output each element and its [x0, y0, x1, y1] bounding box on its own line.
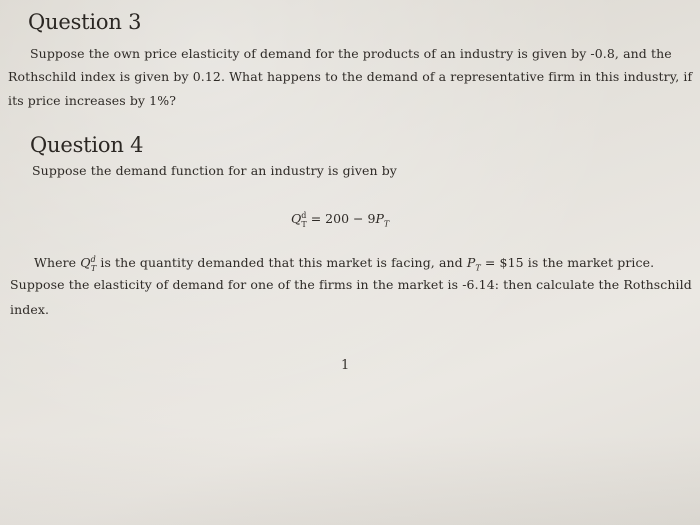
equation-q-subscript: T	[301, 219, 307, 229]
question-4-line-3: index.	[10, 302, 50, 317]
line-1-p-sub: T	[475, 263, 481, 273]
equation-q-superscript: d	[301, 211, 307, 220]
demand-function-equation	[291, 211, 389, 229]
line-1-suffix: = $15 is the market price.	[484, 255, 655, 271]
line-1-q-symbol	[80, 255, 97, 273]
line-1-q-sup: d	[90, 255, 96, 264]
equation-coefficient: 9	[367, 211, 376, 227]
question-4-line-1	[34, 252, 654, 277]
page-number: 1	[341, 358, 350, 373]
question-4-heading: Question 4	[30, 133, 144, 157]
line-1-p-symbol	[466, 255, 481, 273]
equation-q-symbol: Q	[291, 211, 302, 227]
line-1-mid: is the quantity demanded that this market is facing, and	[100, 255, 463, 271]
question-3-heading: Question 3	[28, 10, 142, 34]
line-1-q-sub: T	[90, 263, 97, 273]
question-4-line-2: Suppose the elasticity of demand for one of the firms in the market is -6.14: then calculate the Rothschild	[10, 277, 692, 292]
equation-p-symbol: P	[375, 211, 384, 227]
question-3-line-1: Suppose the own price elasticity of demand for the products of an industry is given by -0.8, and the	[30, 46, 672, 61]
question-4-intro: Suppose the demand function for an industry is given by	[32, 163, 397, 178]
question-3-line-3: its price increases by 1%?	[8, 93, 176, 108]
equation-equals: =	[310, 211, 322, 227]
equation-constant: 200	[325, 211, 350, 227]
line-1-q-letter: Q	[80, 255, 91, 271]
question-3-line-2: Rothschild index is given by 0.12. What happens to the demand of a representative firm in this industry, if	[8, 69, 693, 84]
paper-shadow	[0, 435, 700, 525]
equation-p-subscript: T	[383, 219, 390, 229]
line-1-prefix: Where	[34, 255, 77, 271]
line-1-p-letter: P	[466, 255, 476, 271]
equation-minus: −	[353, 211, 364, 227]
